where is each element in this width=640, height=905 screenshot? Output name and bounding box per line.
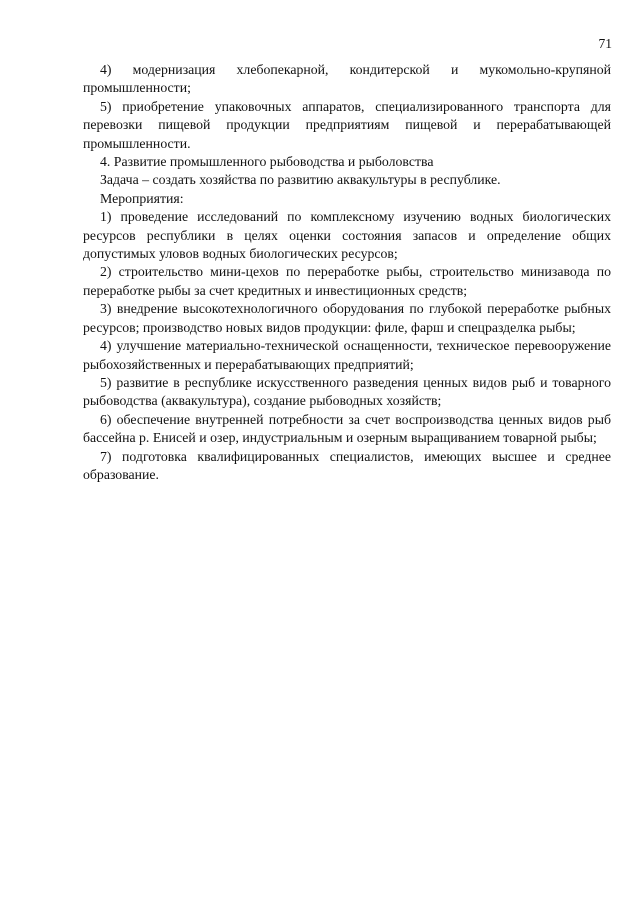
document-body [83,61,611,484]
list-item-reproduction: 6) обеспечение внутренней потребности за счет воспроизводства ценных видов рыб бассейна р. Енисей и озер, индустриальным и озерным выращиванием товарной рыбы; [83,411,611,446]
section-heading-fish-farming: 4. Развитие промышленного рыбоводства и рыболовства [100,154,434,170]
list-item-research: 1) проведение исследований по комплексному изучению водных биологических ресурсов республики в целях оценки состояния запасов и определение общих допустимых уловов водных биологических ресурсов; [83,209,611,262]
list-item-aquaculture-development: 5) развитие в республике искусственного разведения ценных видов рыб и товарного рыбоводства (аквакультура), создание рыбоводных хозяйств; [83,374,611,409]
list-item-technical-reequipment: 4) улучшение материально-технической оснащенности, техническое перевооружение рыбохозяйственных и перерабатывающих предприятий; [83,338,611,372]
list-item-packaging-equipment: 5) приобретение упаковочных аппаратов, специализированного транспорта для перевозки пищевой продукции предприятиям пищевой и перерабатывающей промышленности. [83,98,611,151]
measures-label: Мероприятия: [100,190,184,206]
list-item-food-industry-modernization: 4) модернизация хлебопекарной, кондитерской и мукомольно-крупяной промышленности; [83,62,611,96]
task-statement: Задача – создать хозяйства по развитию аквакультуры в республике. [100,172,501,188]
list-item-high-tech-equipment: 3) внедрение высокотехнологичного оборудования по глубокой переработке рыбных ресурсов; производство новых видов продукции: филе, фарш и спецразделка рыбы; [83,301,611,335]
page-number: 71 [598,36,612,51]
list-item-specialist-training: 7) подготовка квалифицированных специалистов, имеющих высшее и среднее образование. [83,448,611,482]
list-item-mini-workshops: 2) строительство мини-цехов по переработке рыбы, строительство минизавода по переработке рыбы за счет кредитных и инвестиционных средств; [83,264,611,298]
